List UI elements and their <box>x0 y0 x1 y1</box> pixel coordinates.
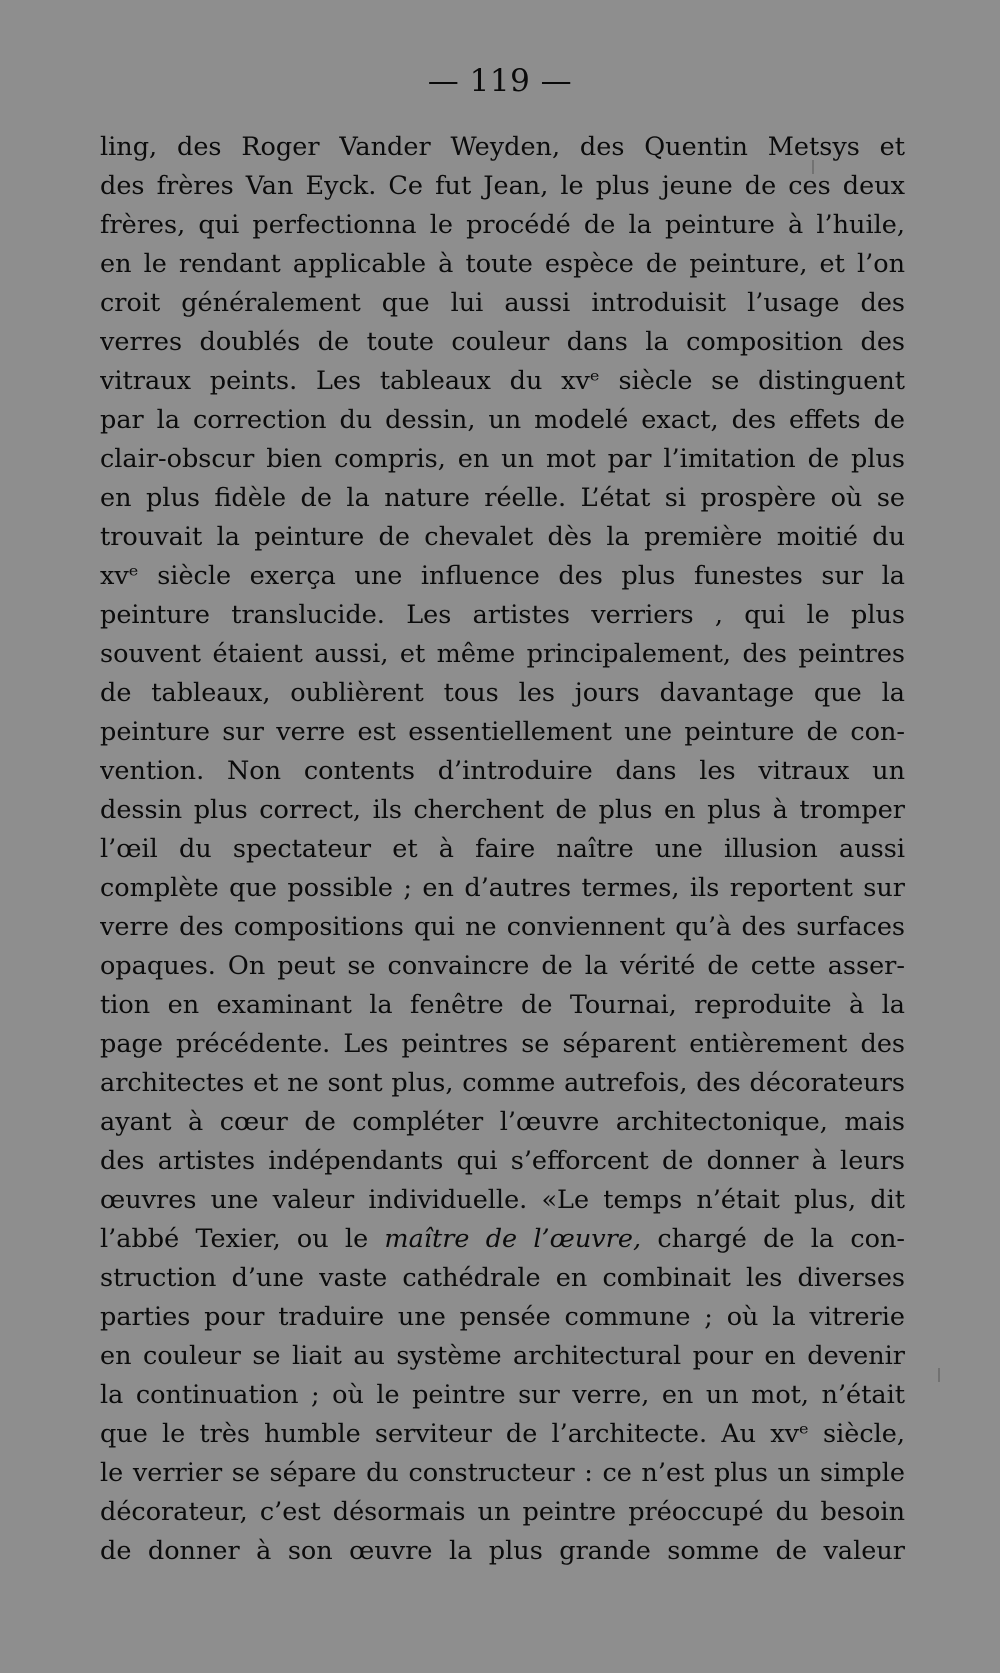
text-line: clair-obscur bien compris, en un mot par l’imitation de plus <box>100 444 905 474</box>
italic-phrase: maître de l’œuvre, <box>384 1224 642 1254</box>
text-line: ayant à cœur de compléter l’œuvre architectonique, mais <box>100 1107 905 1137</box>
text-line: par la correction du dessin, un modelé exact, des effets de <box>100 405 905 435</box>
text-line: de donner à son œuvre la plus grande somme de valeur <box>100 1536 905 1566</box>
text-line: frères, qui perfectionna le procédé de la peinture à l’huile, <box>100 210 905 240</box>
text-line: struction d’une vaste cathédrale en combinait les diverses <box>100 1263 905 1293</box>
text-line: œuvres une valeur individuelle. «Le temps n’était plus, dit <box>100 1185 905 1215</box>
text-line: verre des compositions qui ne conviennent qu’à des surfaces <box>100 912 905 942</box>
text-line: en couleur se liait au système architectural pour en devenir <box>100 1341 905 1371</box>
scan-mark <box>938 1368 940 1382</box>
line-text-before-italic: l’abbé Texier, ou le <box>100 1224 385 1254</box>
text-line: en le rendant applicable à toute espèce de peinture, et l’on <box>100 249 905 279</box>
line-text-after-italic: chargé de la con- <box>641 1224 905 1254</box>
text-line: opaques. On peut se convaincre de la vérité de cette asser- <box>100 951 905 981</box>
text-line: ling, des Roger Vander Weyden, des Quentin Metsys et <box>100 132 905 162</box>
text-line: des artistes indépendants qui s’efforcent de donner à leurs <box>100 1146 905 1176</box>
page-number: — 119 — <box>427 63 573 99</box>
text-line: architectes et ne sont plus, comme autrefois, des décorateurs <box>100 1068 905 1098</box>
text-line: parties pour traduire une pensée commune ; où la vitrerie <box>100 1302 905 1332</box>
text-line: le verrier se sépare du constructeur : ce n’est plus un simple <box>100 1458 905 1488</box>
text-line: verres doublés de toute couleur dans la composition des <box>100 327 905 357</box>
text-line: que le très humble serviteur de l’architecte. Au xvᵉ siècle, <box>100 1419 905 1449</box>
text-line: dessin plus correct, ils cherchent de plus en plus à tromper <box>100 795 905 825</box>
text-line: trouvait la peinture de chevalet dès la première moitié du <box>100 522 905 552</box>
text-line: xvᵉ siècle exerça une influence des plus funestes sur la <box>100 561 905 591</box>
text-line: croit généralement que lui aussi introduisit l’usage des <box>100 288 905 318</box>
body-text <box>100 128 905 1571</box>
text-line: peinture sur verre est essentiellement une peinture de con- <box>100 717 905 747</box>
text-line: vention. Non contents d’introduire dans les vitraux un <box>100 756 905 786</box>
text-line: peinture translucide. Les artistes verriers , qui le plus <box>100 600 905 630</box>
text-line: vitraux peints. Les tableaux du xvᵉ siècle se distinguent <box>100 366 905 396</box>
text-line: tion en examinant la fenêtre de Tournai, reproduite à la <box>100 990 905 1020</box>
text-line: souvent étaient aussi, et même principalement, des peintres <box>100 639 905 669</box>
text-line-with-italic <box>100 1220 905 1259</box>
text-line: décorateur, c’est désormais un peintre préoccupé du besoin <box>100 1497 905 1527</box>
text-line: la continuation ; où le peintre sur verre, en un mot, n’était <box>100 1380 905 1410</box>
text-line: en plus fidèle de la nature réelle. L’état si prospère où se <box>100 483 905 513</box>
text-line: de tableaux, oublièrent tous les jours davantage que la <box>100 678 905 708</box>
text-line: l’œil du spectateur et à faire naître une illusion aussi <box>100 834 905 864</box>
text-line: complète que possible ; en d’autres termes, ils reportent sur <box>100 873 905 903</box>
text-line: page précédente. Les peintres se séparent entièrement des <box>100 1029 905 1059</box>
text-line: des frères Van Eyck. Ce fut Jean, le plus jeune de ces deux <box>100 171 905 201</box>
